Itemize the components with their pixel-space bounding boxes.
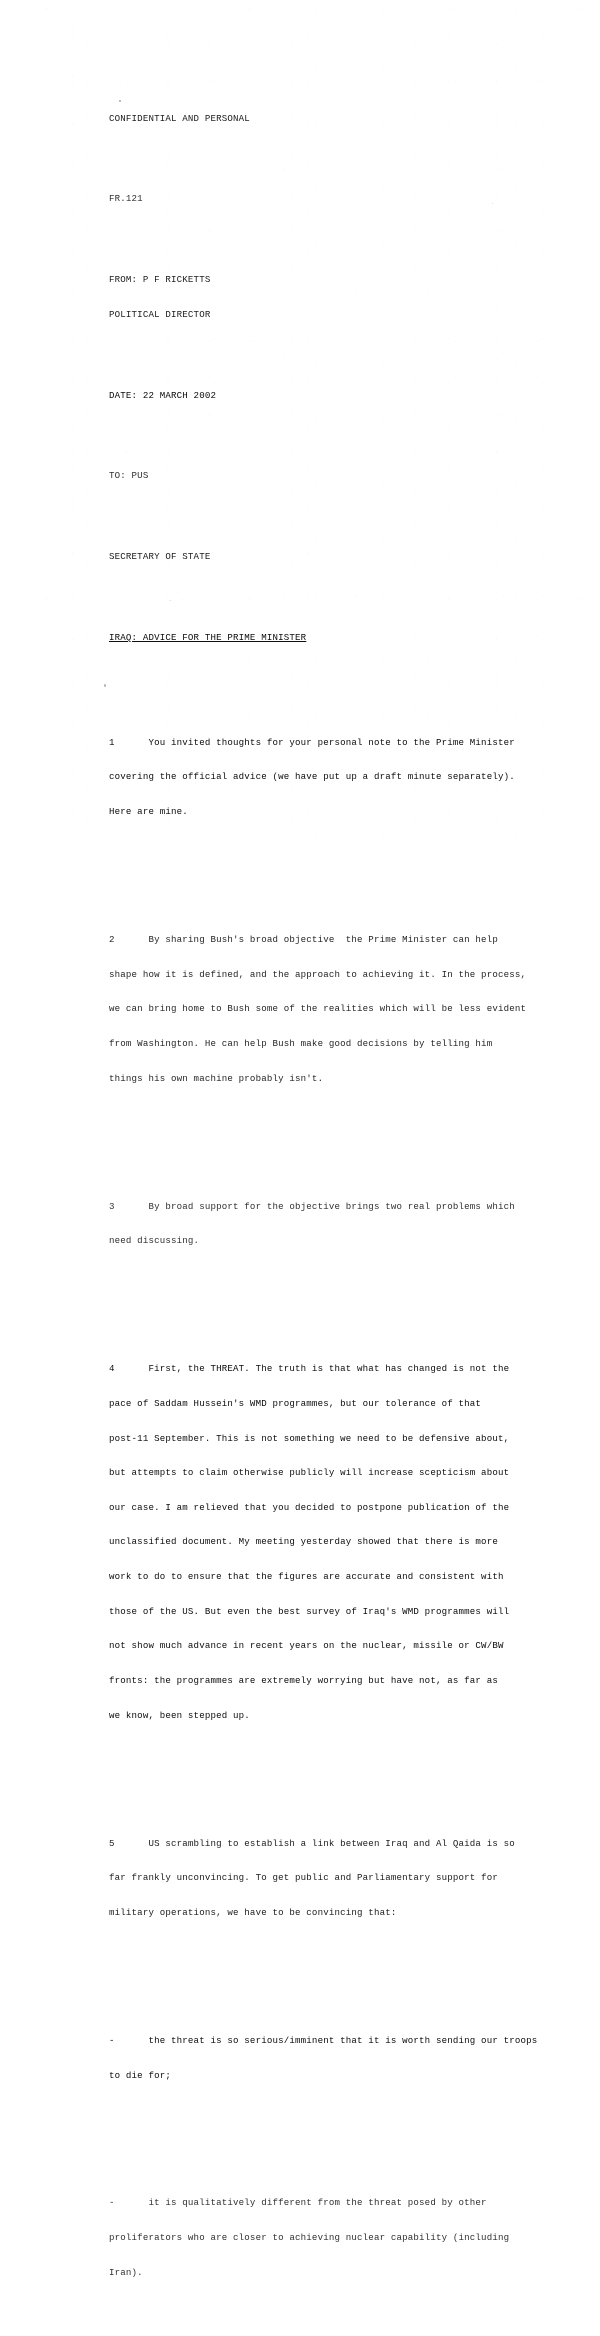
bullet-line: Iran). bbox=[109, 2266, 143, 2278]
paragraph-line: military operations, we have to be convincing that: bbox=[109, 1906, 397, 1918]
paragraph-line: fronts: the programmes are extremely worrying but have not, as far as bbox=[109, 1675, 498, 1686]
copy-line: SECRETARY OF STATE bbox=[109, 551, 211, 563]
paragraph-line: Here are mine. bbox=[109, 806, 188, 818]
paragraph-line: we can bring home to Bush some of the realities which will be less evident bbox=[109, 1003, 527, 1015]
spacer bbox=[109, 864, 529, 877]
paragraph-line: far frankly unconvincing. To get public and Parliamentary support for bbox=[109, 1872, 498, 1884]
bullet-line: - the threat is so serious/imminent that it is worth sending our troops bbox=[109, 2034, 538, 2046]
spacer bbox=[109, 147, 529, 159]
spacer bbox=[109, 228, 529, 240]
subject-line: IRAQ: ADVICE FOR THE PRIME MINISTER bbox=[109, 631, 307, 643]
paragraph-line: from Washington. He can help Bush make good decisions by telling him bbox=[109, 1038, 493, 1050]
paragraph-line: things his own machine probably isn't. bbox=[109, 1072, 324, 1084]
paragraph-line: covering the official advice (we have put up a draft minute separately). bbox=[109, 771, 515, 783]
paragraph-1 bbox=[109, 714, 529, 841]
bullet-line: proliferators who are closer to achieving nuclear capability (including bbox=[109, 2232, 510, 2244]
classification-marking: CONFIDENTIAL AND PERSONAL bbox=[109, 112, 250, 124]
scan-speck bbox=[119, 100, 121, 102]
bullet-line: to die for; bbox=[109, 2069, 172, 2081]
paragraph-line: our case. I am relieved that you decided to postpone publication of the bbox=[109, 1501, 510, 1513]
paragraph-line: 3 By broad support for the objective brings two real problems which bbox=[109, 1200, 515, 1212]
paragraph-line: 4 First, the THREAT. The truth is that what has changed is not the bbox=[109, 1363, 510, 1375]
spacer bbox=[109, 1293, 529, 1306]
paragraph-3 bbox=[109, 1178, 529, 1270]
paragraph-line: not show much advance in recent years on the nuclear, missile or CW/BW bbox=[109, 1640, 504, 1652]
from-title: POLITICAL DIRECTOR bbox=[109, 308, 211, 320]
paragraph-line: we know, been stepped up. bbox=[109, 1709, 250, 1721]
bullet-item-2 bbox=[109, 2174, 529, 2301]
reference-number: FR.121 bbox=[109, 193, 143, 205]
bullet-item-1 bbox=[109, 2012, 538, 2104]
paragraph-line: those of the US. But even the best survey of Iraq's WMD programmes will bbox=[109, 1605, 510, 1617]
date-line: DATE: 22 MARCH 2002 bbox=[109, 389, 217, 401]
paragraph-line: 2 By sharing Bush's broad objective the Prime Minister can help bbox=[109, 934, 498, 946]
bullet-line: - it is qualitatively different from the threat posed by other bbox=[109, 2197, 487, 2209]
paragraph-line: pace of Saddam Hussein's WMD programmes, but our tolerance of that bbox=[109, 1397, 482, 1409]
scan-speck bbox=[104, 684, 106, 687]
spacer bbox=[109, 1965, 529, 1978]
spacer bbox=[109, 667, 529, 680]
document-body bbox=[109, 78, 538, 2336]
paragraph-line: 1 You invited thoughts for your personal note to the Prime Minister bbox=[109, 736, 515, 748]
paragraph-line: 5 US scrambling to establish a link between Iraq and Al Qaida is so bbox=[109, 1837, 515, 1849]
paragraph-line: post-11 September. This is not something we need to be defensive about, bbox=[109, 1432, 510, 1444]
paragraph-5 bbox=[109, 1815, 529, 1942]
from-line: FROM: P F RICKETTS bbox=[109, 274, 211, 286]
to-line: TO: PUS bbox=[109, 470, 149, 482]
spacer bbox=[109, 1767, 529, 1780]
paragraph-2 bbox=[109, 911, 529, 1107]
spacer bbox=[109, 424, 529, 436]
spacer bbox=[109, 505, 529, 517]
spacer bbox=[109, 343, 529, 355]
paragraph-4 bbox=[109, 1340, 529, 1744]
spacer bbox=[109, 2127, 529, 2140]
paragraph-line: shape how it is defined, and the approach to achieving it. In the process, bbox=[109, 968, 527, 980]
paragraph-line: need discussing. bbox=[109, 1235, 200, 1247]
paragraph-line: but attempts to claim otherwise publicly will increase scepticism about bbox=[109, 1467, 510, 1479]
spacer bbox=[109, 1130, 529, 1143]
spacer bbox=[109, 586, 529, 598]
paragraph-line: unclassified document. My meeting yesterday showed that there is more bbox=[109, 1536, 498, 1548]
paragraph-line: work to do to ensure that the figures are accurate and consistent with bbox=[109, 1571, 504, 1583]
